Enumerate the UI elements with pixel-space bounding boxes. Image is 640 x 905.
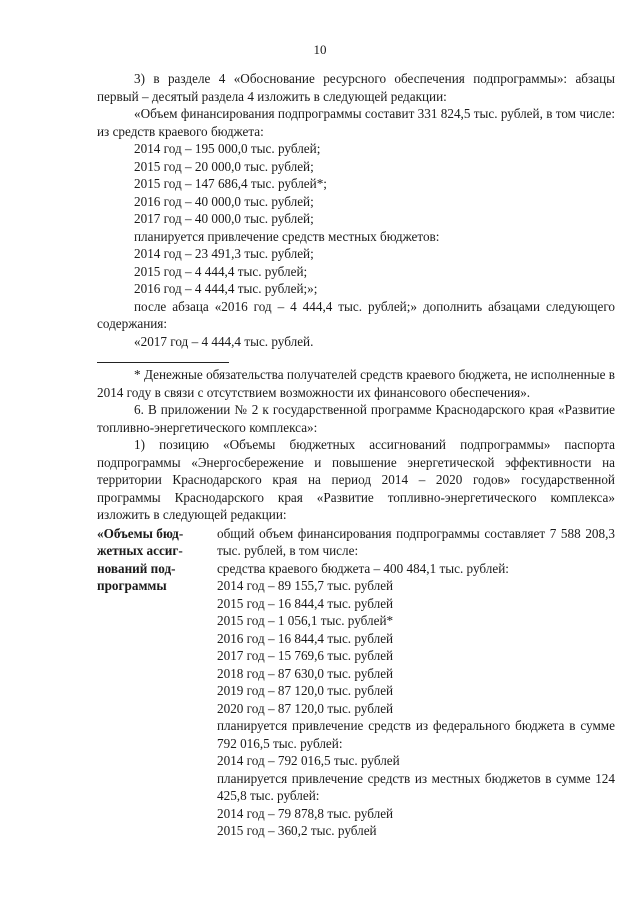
list-item: 2015 год – 4 444,4 тыс. рублей; [134,263,308,279]
footnote: * Денежные обязательства получателей средств краевого бюджета, не исполненные в 2014 году в связи с отсутствием возможности их финансового обеспечения». [97,367,615,400]
list-item: 2015 год – 1 056,1 тыс. рублей* [217,613,394,628]
list-item: 2014 год – 792 016,5 тыс. рублей [217,753,400,768]
list-item: 2015 год – 16 844,4 тыс. рублей [217,595,394,611]
total-funding-text: общий объем финансирования подпрограммы составляет 7 588 208,3 тыс. рублей, в том числе: [217,525,615,558]
list-item: 2014 год – 89 155,7 тыс. рублей [217,578,394,593]
after-paragraph-instruction: после абзаца «2016 год – 4 444,4 тыс. рублей;» дополнить абзацами следующего содержания: [97,298,615,331]
list-item: 2015 год – 360,2 тыс. рублей [217,823,377,838]
section6-position-paragraph: 1) позицию «Объемы бюджетных ассигнований подпрограммы» паспорта подпрограммы «Энергосбережение и повышение энергетической эффективности на территории Краснодарского края на период 2014 – 2020 годов» государственной программы Краснодарского края «Развитие топливно-энергетического комплекса» изложить в следующей редакции: [97,437,615,522]
regional-year-list [97,140,615,228]
page-number: 10 [313,42,327,57]
section3-intro: 3) в разделе 4 «Обоснование ресурсного обеспечения подпрограммы»: абзацы первый – десятый раздела 4 изложить в следующей редакции: [97,71,615,104]
section3-funding-paragraph: «Объем финансирования подпрограммы составит 331 824,5 тыс. рублей, в том числе: из средств краевого бюджета: [97,106,615,139]
federal-budget-intro: планируется привлечение средств из федерального бюджета в сумме 792 016,5 тыс. рублей: [217,718,615,751]
local-year-list [97,245,615,298]
added-line: «2017 год – 4 444,4 тыс. рублей. [134,333,314,349]
list-item: 2017 год – 15 769,6 тыс. рублей [217,648,394,663]
list-item: 2015 год – 147 686,4 тыс. рублей*; [134,176,327,191]
list-item: 2015 год – 20 000,0 тыс. рублей; [134,158,314,174]
section6-intro: 6. В приложении № 2 к государственной программе Краснодарского края «Развитие топливно-энергетического комплекса»: [97,402,615,435]
table-value-cell [217,525,615,840]
list-item: 2016 год – 16 844,4 тыс. рублей [217,630,394,646]
document-body [97,70,615,840]
list-item: 2017 год – 40 000,0 тыс. рублей; [134,211,314,226]
local-budget-intro-table: планируется привлечение средств из местных бюджетов в сумме 124 425,8 тыс. рублей: [217,770,615,803]
table-label-line: программы [97,578,167,593]
table-label-line: «Объемы бюд- [97,525,184,541]
list-item: 2016 год – 40 000,0 тыс. рублей; [134,193,314,209]
regional-budget-intro: средства краевого бюджета – 400 484,1 тыс. рублей: [217,560,509,576]
local-budget-intro: планируется привлечение средств местных бюджетов: [134,228,440,244]
footnote-divider [97,362,229,363]
list-item: 2014 год – 23 491,3 тыс. рублей; [134,246,314,261]
list-item: 2016 год – 4 444,4 тыс. рублей;»; [134,281,318,296]
list-item: 2014 год – 79 878,8 тыс. рублей [217,805,394,821]
list-item: 2020 год – 87 120,0 тыс. рублей [217,700,394,716]
budget-table [97,525,615,840]
table-label-cell [97,525,217,840]
list-item: 2018 год – 87 630,0 тыс. рублей [217,665,394,681]
list-item: 2019 год – 87 120,0 тыс. рублей [217,683,394,698]
table-label-line: жетных ассиг- [97,543,183,558]
table-label-line: нований под- [97,560,176,576]
list-item: 2014 год – 195 000,0 тыс. рублей; [134,141,321,156]
